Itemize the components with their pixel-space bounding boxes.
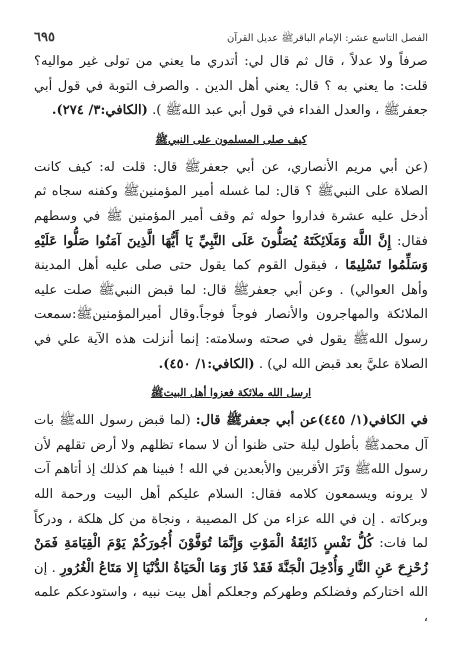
paragraph-2	[34, 156, 428, 377]
running-header	[34, 30, 428, 50]
paragraph-2-quran-verse: إِنَّ اللَّهَ وَمَلَائِكَتَهُ يُصَلُّونَ عَلَى النَّبِيِّ يَا أَيُّهَا الَّذِينَ آمَنُوا صَلُّوا عَلَيْهِ وَسَلِّمُوا تَسْلِيمًا	[34, 233, 428, 274]
paragraph-1	[34, 50, 428, 124]
paragraph-3	[34, 409, 428, 630]
paragraph-2-citation: (الكافي:١/ ٤٥٠).	[158, 356, 255, 372]
section-heading-prayer-on-prophet: كيف صلى المسلمون على النبيﷺ	[155, 133, 307, 146]
paragraph-1-text: صرفاً ولا عدلاً ، قال ثم قال لي: أتدري ما يعني من تولى غير مواليه؟ قلت: ما يعني به ؟ قال: يعني أهل الدين . والصرف التوبة في قول أبي جعفرﷺ ، والعدل الفداء في قول أبي عبد اللهﷺ ).	[34, 54, 428, 119]
paragraph-2-part-a: (عن أبي مريم الأنصاري، عن أبي جعفرﷺ قال: قلت له: كيف كانت الصلاة على النبيﷺ ؟ قال: لما غسله أمير المؤمنينﷺ وكفنه سجاه ثم أدخل عليه عشرة فداروا حوله ثم وقف أمير المؤمنين ﷺ في وسطهم فقال:	[34, 159, 428, 249]
paragraph-3-part-a: (لما قبض رسول اللهﷺ بات آل محمدﷺ بأطول ليلة حتى ظنوا أن لا سماء تظلهم ولا أرض تقلهم لأن رسول اللهﷺ وَتَرَ الأقربين والأبعدين في الله ! فبينا هم كذلك إذ أتاهم آت لا يرونه ويسمعون كلامه فقال: السلام عليكم أهل البيت ورحمة الله وبركاته . إن في الله عزاء من كل المصيبة ، ونجاة من كل هلكة ، ودركاً لما فات:	[34, 413, 428, 552]
paragraph-1-citation: (الكافي:٣/ ٢٧٤).	[51, 103, 148, 119]
paragraph-3-part-b: . إن الله اختاركم وفضلكم وطهركم وجعلكم أهل بيت نبيه ، واستودعكم علمه ،	[34, 560, 428, 625]
section-heading-angels-consoled: ارسل الله ملائكة فعزوا أهل البيتﷺ	[150, 387, 312, 400]
page-number: ٦٩٥	[34, 30, 55, 45]
paragraph-3-lead: في الكافي(١/ ٤٤٥)عن أبي جعفرﷺ قال:	[195, 413, 428, 429]
paragraph-3-quran-verse: كُلُّ نَفْسٍ ذَائِقَةُ الْمَوْتِ وَإِنَّمَا تُوَفَّوْنَ أُجُورَكُمْ يَوْمَ الْقِيَامَةِ فَمَنْ زُحْزِحَ عَنِ النَّارِ وَأُدْخِلَ الْجَنَّةَ فَقَدْ فَازَ وَمَا الْحَيَاةُ الدُّنْيَا إِلا مَتَاعُ الْغُرُورِ	[34, 536, 428, 576]
paragraph-2-part-b: ، فيقول القوم كما يقول حتى صلى عليه أهل المدينة وأهل العوالي) . وعن أبي جعفرﷺ قال: لما قبض النبيﷺ صلت عليه الملائكة والمهاجرون والأنصار فوجاً فوجاً.وقال أميرالمؤمنينﷺ:سمعت رسول اللهﷺ يقول في صحته وسلامته: إنما أنزلت هذه الآية علي في الصلاة عليَّ بعد قبض الله لي) .	[34, 258, 428, 372]
running-title: الفصل التاسع عشر: الإمام الباقرﷺ عدیل القرآن	[226, 33, 428, 44]
